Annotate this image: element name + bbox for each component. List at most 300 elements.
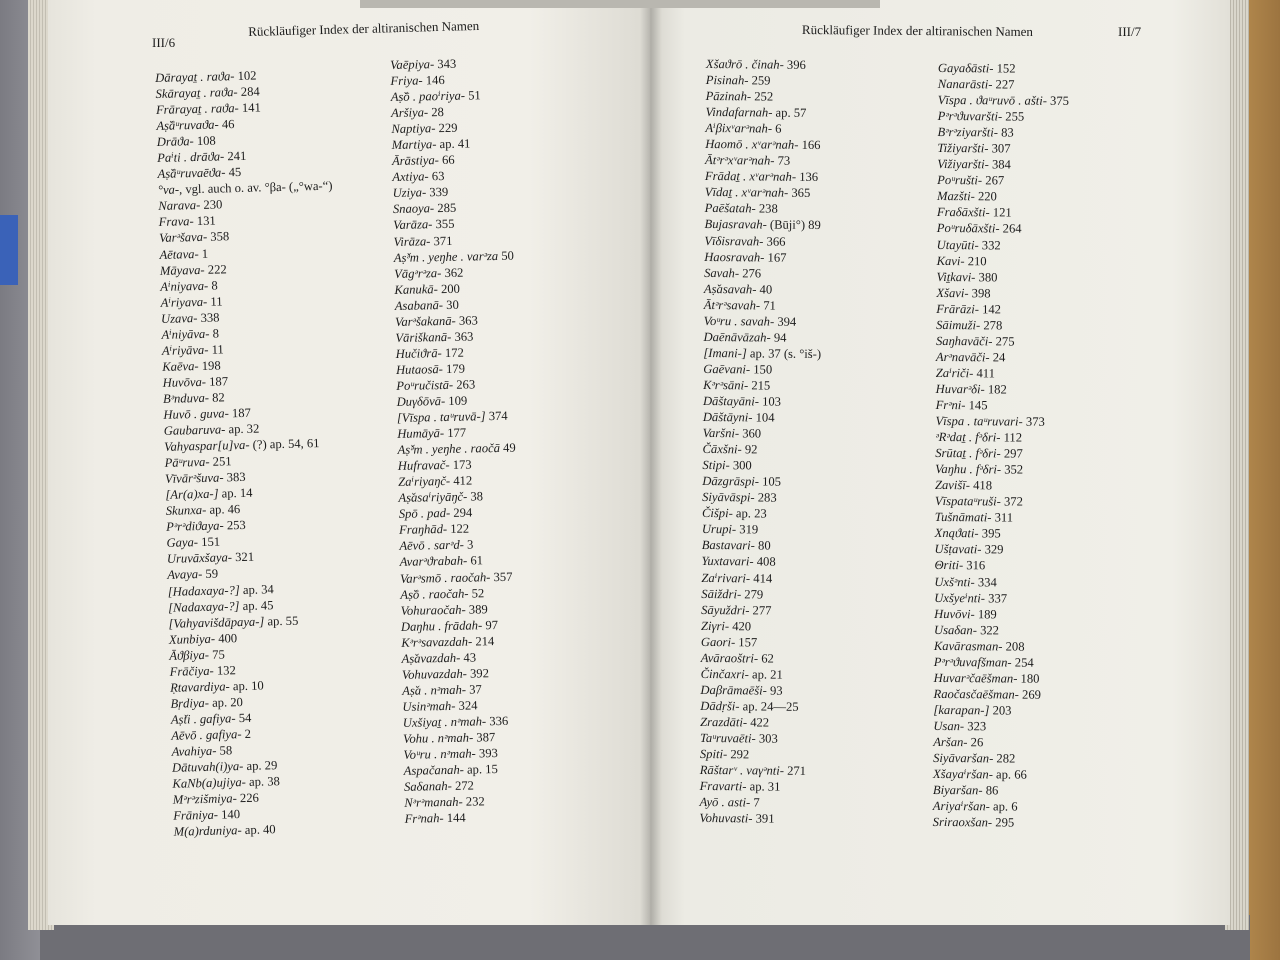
entry-reference: 363 bbox=[455, 313, 478, 328]
entry-reference: 66 bbox=[438, 153, 455, 168]
entry-reference: 61 bbox=[467, 553, 484, 569]
entry-reference: ap. 21 bbox=[748, 667, 783, 682]
entry-name: Ayō . asti- bbox=[699, 795, 751, 810]
entry-name: Ārāstiya- bbox=[391, 153, 440, 169]
entry-name: Xnąϑati- bbox=[934, 526, 979, 541]
index-entry bbox=[938, 76, 1069, 93]
entry-name: Ziγri- bbox=[700, 618, 730, 633]
left-page-column-2 bbox=[390, 55, 525, 827]
entry-name: Huvō . guva- bbox=[163, 406, 229, 422]
entry-reference: 173 bbox=[449, 457, 472, 473]
entry-name: Spō . pad- bbox=[398, 506, 451, 522]
index-entry bbox=[935, 525, 1066, 542]
index-entry bbox=[701, 586, 819, 603]
entry-reference: 102 bbox=[234, 68, 257, 84]
index-entry bbox=[933, 766, 1064, 783]
index-entry bbox=[937, 253, 1068, 270]
index-entry bbox=[937, 204, 1068, 221]
entry-reference: 263 bbox=[453, 377, 476, 392]
entry-reference: 226 bbox=[236, 790, 260, 806]
index-entry bbox=[703, 409, 821, 426]
index-entry bbox=[937, 124, 1068, 141]
entry-name: KaNb(a)ujiya- bbox=[172, 775, 247, 791]
entry-reference: ap. 46 bbox=[206, 502, 241, 518]
entry-reference: 276 bbox=[739, 265, 762, 281]
entry-name: Uruvāxšaya- bbox=[166, 550, 233, 567]
entry-reference: 278 bbox=[980, 318, 1003, 333]
entry-name: Vīspa . ϑaᵘruvō . ašti- bbox=[937, 93, 1047, 108]
index-entry bbox=[936, 269, 1067, 286]
index-entry bbox=[702, 505, 820, 522]
entry-reference: 285 bbox=[434, 201, 457, 216]
entry-reference: 80 bbox=[754, 538, 771, 553]
entry-name: Aršan- bbox=[933, 734, 968, 750]
entry-reference: 267 bbox=[982, 173, 1005, 188]
entry-reference: 383 bbox=[223, 470, 246, 485]
entry-name: [Vīspa . taᵘruvā-] bbox=[396, 409, 486, 425]
index-entry bbox=[937, 140, 1068, 157]
entry-reference: 422 bbox=[747, 715, 770, 730]
entry-reference: 321 bbox=[231, 550, 255, 565]
entry-name: Gaubaruva- bbox=[163, 422, 226, 438]
entry-name: Paⁱti . drāϑa- bbox=[156, 149, 225, 166]
entry-reference: 49 bbox=[499, 440, 516, 456]
entry-reference: 63 bbox=[428, 169, 445, 184]
entry-reference: 338 bbox=[197, 310, 220, 325]
entry-reference: 352 bbox=[1001, 462, 1024, 477]
entry-reference: 152 bbox=[993, 61, 1016, 76]
left-page bbox=[48, 0, 650, 925]
entry-name: Utayūti- bbox=[936, 237, 979, 252]
entry-reference: 198 bbox=[198, 358, 221, 373]
entry-reference: 131 bbox=[193, 213, 216, 229]
entry-reference: 414 bbox=[750, 570, 773, 586]
entry-reference: 167 bbox=[764, 250, 787, 265]
entry-name: Ušṭavati- bbox=[934, 542, 982, 557]
entry-name: Aⁱriyāva- bbox=[161, 342, 209, 358]
entry-name: Duγδōvā- bbox=[396, 393, 446, 409]
index-entry bbox=[699, 810, 817, 827]
entry-name: Friya- bbox=[390, 73, 423, 89]
entry-name: [Nadaxaya-?] bbox=[167, 598, 240, 615]
entry-reference: 230 bbox=[200, 197, 223, 213]
right-page-number: III/7 bbox=[1118, 24, 1142, 39]
entry-reference: 358 bbox=[207, 229, 230, 245]
entry-name: Kavi- bbox=[936, 253, 965, 268]
entry-reference: 339 bbox=[426, 185, 449, 200]
entry-name: Vaēpiya- bbox=[390, 57, 435, 72]
entry-reference: ap. 14 bbox=[218, 485, 253, 501]
entry-reference: 151 bbox=[197, 534, 221, 550]
right-page-column-1 bbox=[699, 56, 823, 827]
entry-name: Bᵊrᵊziyaršti- bbox=[937, 125, 999, 140]
entry-reference: 180 bbox=[1017, 671, 1040, 686]
entry-reference: 241 bbox=[224, 149, 247, 164]
left-page-number: III/6 bbox=[152, 35, 176, 50]
entry-reference: 400 bbox=[214, 630, 238, 646]
entry-reference: 391 bbox=[752, 811, 775, 826]
entry-reference: 394 bbox=[774, 314, 797, 329]
index-entry bbox=[701, 666, 819, 683]
entry-name: Aētava- bbox=[159, 246, 199, 262]
entry-reference: 58 bbox=[216, 743, 233, 758]
entry-name: Frᵊni- bbox=[935, 397, 966, 413]
entry-reference: 8 bbox=[208, 278, 218, 293]
entry-reference: 86 bbox=[982, 783, 999, 798]
entry-name: ᵊRᵊdaṯ . fᵊδri- bbox=[935, 430, 1001, 445]
entry-name: Poᵘručistā- bbox=[396, 377, 454, 393]
entry-reference: 2 bbox=[241, 726, 252, 742]
index-entry bbox=[394, 247, 514, 265]
entry-reference: 187 bbox=[228, 405, 252, 421]
entry-name: Aṣ̌āᵘruvaēϑa- bbox=[157, 165, 226, 182]
entry-name: Uziya- bbox=[392, 185, 427, 201]
index-entry bbox=[937, 172, 1068, 189]
entry-name: Usan- bbox=[933, 718, 965, 734]
entry-reference: ap. 29 bbox=[243, 758, 278, 774]
index-entry bbox=[936, 333, 1067, 350]
entry-reference: ap. 10 bbox=[229, 678, 264, 694]
entry-reference: 387 bbox=[473, 730, 496, 745]
entry-reference: 59 bbox=[202, 567, 219, 582]
entry-reference: 103 bbox=[758, 394, 782, 409]
entry-name: Aⁱniyāva- bbox=[161, 326, 210, 342]
entry-name: Aⁱniyava- bbox=[160, 278, 209, 294]
index-entry bbox=[934, 638, 1065, 655]
entry-reference: 384 bbox=[988, 157, 1011, 172]
entry-name: Fraŋhād- bbox=[398, 522, 448, 538]
entry-name: Fravarti- bbox=[699, 779, 747, 794]
entry-reference: 395 bbox=[978, 526, 1001, 541]
entry-reference: ap. 32 bbox=[225, 421, 260, 437]
entry-name: Avaya- bbox=[167, 567, 203, 583]
entry-reference: 372 bbox=[1000, 494, 1023, 509]
entry-name: Frārāzi- bbox=[936, 301, 979, 316]
entry-reference: ap. 55 bbox=[264, 613, 299, 629]
entry-name: Činčaxri- bbox=[700, 666, 749, 682]
index-entry bbox=[937, 220, 1068, 237]
entry-name: Huvōvi- bbox=[934, 606, 975, 621]
book-gutter bbox=[640, 0, 662, 925]
entry-name: Martiya- bbox=[391, 137, 437, 153]
entry-reference: 375 bbox=[1046, 93, 1070, 109]
entry-name: Aṣ̌ō . paoⁱriya- bbox=[390, 88, 466, 105]
entry-reference: 177 bbox=[443, 425, 467, 441]
entry-reference: 392 bbox=[466, 665, 490, 681]
entry-reference: 254 bbox=[1011, 655, 1034, 670]
entry-reference: 324 bbox=[455, 698, 478, 713]
entry-reference: 200 bbox=[437, 281, 461, 296]
entry-reference: 82 bbox=[208, 390, 225, 405]
entry-name: Sāimuži- bbox=[936, 317, 981, 333]
entry-reference: , vgl. auch o. av. °βa- („°wa-“) bbox=[178, 179, 333, 197]
entry-name: Aṣ̌asavah- bbox=[703, 281, 757, 297]
index-entry bbox=[702, 537, 820, 554]
entry-name: Hufravač- bbox=[397, 458, 450, 474]
entry-name: Haosravah- bbox=[704, 249, 765, 265]
entry-name: Varšni- bbox=[702, 426, 740, 441]
entry-name: Āϑβiya- bbox=[169, 647, 210, 663]
entry-reference: 51 bbox=[464, 88, 481, 103]
entry-name: Dārayaṯ . raϑa- bbox=[155, 69, 235, 85]
entry-name: Varᵊsmō . raočah- bbox=[399, 569, 491, 586]
index-entry bbox=[703, 329, 821, 346]
entry-reference: 275 bbox=[992, 334, 1015, 349]
index-entry bbox=[700, 682, 818, 699]
entry-name: Varᵊšava- bbox=[158, 230, 208, 246]
entry-reference: 83 bbox=[997, 125, 1014, 140]
entry-name: Tižiyaršti- bbox=[937, 141, 989, 156]
entry-name: Vāriškanā- bbox=[395, 329, 452, 345]
index-entry bbox=[397, 440, 517, 458]
entry-reference: 380 bbox=[975, 269, 998, 285]
entry-name: Arᵊnavāči- bbox=[935, 349, 990, 365]
index-entry bbox=[704, 265, 822, 282]
index-entry bbox=[935, 509, 1066, 526]
index-entry bbox=[934, 622, 1065, 639]
entry-reference: 336 bbox=[486, 713, 509, 729]
entry-reference: 43 bbox=[460, 650, 477, 665]
entry-reference: 105 bbox=[758, 474, 782, 489]
entry-reference: 269 bbox=[1018, 687, 1042, 702]
entry-name: Pᵊrᵊdiϑaya- bbox=[166, 518, 224, 535]
entry-reference: 252 bbox=[751, 89, 774, 104]
entry-reference: 40 bbox=[756, 282, 773, 297]
entry-name: Zavišī- bbox=[934, 478, 971, 493]
entry-name: Poᵘrušti- bbox=[937, 173, 983, 188]
entry-reference: 222 bbox=[204, 261, 227, 277]
index-entry bbox=[706, 56, 824, 73]
entry-reference: 411 bbox=[973, 366, 995, 381]
entry-reference: 373 bbox=[1022, 414, 1045, 429]
index-entry bbox=[933, 734, 1064, 751]
entry-reference: (?) ap. 54, 61 bbox=[249, 436, 320, 452]
entry-reference: 112 bbox=[1000, 430, 1023, 445]
entry-name: Stipi- bbox=[702, 458, 730, 473]
entry-reference: 132 bbox=[213, 662, 236, 678]
entry-reference: 220 bbox=[974, 189, 997, 204]
index-entry bbox=[703, 361, 821, 378]
entry-reference: 227 bbox=[992, 77, 1015, 92]
entry-reference: ap. 31 bbox=[746, 779, 781, 794]
entry-name: Pāzinah- bbox=[705, 89, 752, 104]
entry-name: Spiti- bbox=[699, 746, 728, 762]
entry-name: Avāraoštri- bbox=[700, 650, 759, 666]
index-entry bbox=[937, 156, 1068, 173]
entry-name: Aṣ̌a . nᵊmah- bbox=[402, 682, 467, 698]
index-entry bbox=[933, 750, 1064, 767]
entry-name: Voᵘru . savah- bbox=[703, 313, 775, 329]
index-entry bbox=[934, 670, 1065, 687]
index-entry bbox=[934, 557, 1065, 574]
index-entry bbox=[937, 237, 1068, 254]
index-entry bbox=[701, 634, 819, 651]
index-entry bbox=[937, 188, 1068, 205]
index-entry bbox=[702, 553, 820, 570]
entry-reference: 75 bbox=[208, 647, 225, 662]
entry-name: Skunxa- bbox=[165, 503, 207, 519]
entry-name: Zrazdāti- bbox=[700, 714, 748, 730]
index-entry bbox=[933, 814, 1064, 831]
entry-reference: (Būji°) 89 bbox=[766, 218, 821, 233]
index-entry bbox=[702, 473, 820, 490]
entry-name: [Hadaxaya-?] bbox=[167, 582, 240, 599]
entry-name: Axtiya- bbox=[392, 169, 429, 185]
entry-name: Hutaosā- bbox=[395, 361, 444, 377]
page-tab-strip bbox=[360, 0, 650, 8]
entry-reference: 203 bbox=[989, 703, 1012, 718]
entry-name: Frādaṯ . xᵛarᵊnah- bbox=[704, 169, 797, 185]
entry-reference: 179 bbox=[442, 361, 466, 376]
entry-name: Aspačanah- bbox=[403, 762, 465, 778]
entry-name: Gaēvani- bbox=[703, 361, 751, 377]
index-entry bbox=[936, 285, 1067, 302]
entry-name: Drāϑa- bbox=[156, 134, 194, 150]
entry-name: Taᵘruvaēti- bbox=[699, 730, 756, 746]
entry-reference: 214 bbox=[472, 633, 495, 649]
entry-name: Usaδan- bbox=[933, 622, 978, 637]
entry-reference: 172 bbox=[441, 345, 464, 360]
index-entry bbox=[704, 249, 822, 266]
index-entry bbox=[703, 393, 821, 410]
entry-name: Bṛdiya- bbox=[170, 695, 210, 711]
entry-name: Frārayaṯ . raϑa- bbox=[155, 101, 239, 118]
entry-name: Čāxšni- bbox=[702, 442, 742, 457]
index-entry bbox=[705, 120, 823, 137]
entry-name: Aršiya- bbox=[390, 105, 429, 121]
index-entry bbox=[938, 108, 1069, 125]
entry-reference: 38 bbox=[467, 489, 484, 504]
entry-name: Frāčiya- bbox=[169, 663, 214, 679]
entry-reference: 136 bbox=[796, 170, 819, 185]
entry-name: Frᵊnah- bbox=[404, 811, 444, 827]
entry-name: Avahiya- bbox=[171, 743, 217, 759]
index-entry bbox=[704, 297, 822, 314]
entry-reference: 166 bbox=[798, 138, 821, 153]
entry-reference: 393 bbox=[475, 746, 498, 761]
entry-reference: 54 bbox=[235, 710, 252, 726]
entry-reference: 146 bbox=[422, 73, 445, 88]
entry-reference: 6 bbox=[772, 121, 782, 136]
entry-reference: 108 bbox=[193, 133, 216, 149]
entry-reference: ap. 6 bbox=[989, 799, 1018, 814]
entry-name: Māyava- bbox=[159, 262, 205, 278]
entry-reference: ap. 66 bbox=[992, 767, 1027, 782]
index-entry bbox=[936, 317, 1067, 334]
entry-name: Aṣ̌avazdah- bbox=[401, 650, 461, 666]
index-entry bbox=[702, 457, 820, 474]
entry-name: Gayaδāsti- bbox=[937, 60, 994, 76]
index-entry bbox=[699, 794, 817, 811]
entry-name: Xšaϑrō . činah- bbox=[705, 56, 784, 72]
entry-name: Kᵊrᵊsāni- bbox=[703, 377, 749, 393]
entry-name: [Ar(a)xa-] bbox=[165, 486, 219, 503]
entry-name: Vohuvazdah- bbox=[401, 666, 468, 682]
entry-reference: 145 bbox=[965, 398, 988, 413]
index-entry bbox=[701, 650, 819, 667]
right-running-head: Rückläufiger Index der altiranischen Namen bbox=[801, 22, 1034, 40]
index-entry bbox=[700, 714, 818, 731]
entry-reference: 97 bbox=[482, 617, 499, 632]
entry-name: Vohuraočah- bbox=[400, 602, 466, 618]
entry-name: Uxšiyaṯ . nᵊmah- bbox=[402, 714, 487, 730]
entry-reference: 150 bbox=[750, 362, 773, 377]
entry-reference: 62 bbox=[758, 651, 774, 666]
entry-name: Zaⁱrivari- bbox=[701, 570, 751, 585]
entry-reference: 271 bbox=[783, 763, 807, 778]
entry-reference: 311 bbox=[991, 510, 1014, 525]
index-entry bbox=[933, 718, 1064, 735]
index-entry bbox=[404, 809, 524, 827]
entry-name: Voᵘru . nᵊmah- bbox=[403, 746, 476, 762]
entry-reference: 408 bbox=[753, 554, 776, 570]
entry-reference: 319 bbox=[736, 522, 759, 537]
entry-name: Narava- bbox=[158, 198, 201, 214]
index-entry bbox=[700, 730, 818, 747]
entry-reference: 3 bbox=[463, 537, 474, 553]
entry-reference: 50 bbox=[498, 248, 515, 263]
entry-name: Aṣ̌ᵊm . yeŋhe . raočā bbox=[397, 441, 501, 458]
entry-name: Asabanā- bbox=[394, 297, 444, 313]
entry-reference: 71 bbox=[760, 298, 776, 313]
entry-name: Nᵊrᵊmanah- bbox=[404, 794, 463, 811]
entry-name: Vohu . nᵊmah- bbox=[402, 730, 474, 746]
entry-name: Vahyaspar[u]va- bbox=[164, 437, 250, 454]
entry-reference: 104 bbox=[752, 410, 775, 425]
entry-reference: 418 bbox=[969, 478, 993, 493]
entry-reference: 140 bbox=[217, 807, 241, 822]
index-entry bbox=[936, 365, 1067, 382]
index-entry bbox=[702, 441, 820, 458]
entry-reference: 141 bbox=[238, 100, 261, 116]
entry-name: Uxšyeⁱnti- bbox=[934, 590, 986, 605]
entry-name: Gaori- bbox=[700, 634, 736, 649]
index-entry bbox=[705, 104, 823, 121]
entry-reference: 398 bbox=[968, 285, 991, 301]
entry-name: Vohuvasti- bbox=[699, 811, 753, 826]
entry-name: M(a)rduniya- bbox=[173, 823, 242, 839]
entry-reference: 1 bbox=[198, 246, 209, 261]
entry-name: Aṣ̌ti . gafiya- bbox=[170, 711, 236, 727]
entry-name: Nanarāsti- bbox=[937, 77, 993, 92]
entry-reference: 208 bbox=[1002, 639, 1025, 654]
entry-name: Ariyaⁱršan- bbox=[932, 799, 990, 814]
entry-name: Hučiϑrā- bbox=[395, 345, 442, 361]
entry-name: Vīvārᵊšuva- bbox=[164, 470, 224, 487]
entry-name: Xšayaⁱršan- bbox=[932, 767, 993, 782]
index-entry bbox=[703, 425, 821, 442]
entry-name: Mazšti- bbox=[936, 189, 975, 204]
index-entry bbox=[935, 429, 1066, 446]
entry-name: Bastavari- bbox=[701, 538, 755, 553]
entry-name: Humāyā- bbox=[397, 426, 445, 442]
entry-name: Saδanah- bbox=[403, 779, 452, 794]
index-entry bbox=[935, 413, 1066, 430]
entry-name: Čišpi- bbox=[701, 506, 733, 521]
entry-reference: 277 bbox=[749, 602, 772, 618]
entry-reference: 11 bbox=[207, 294, 223, 309]
index-entry bbox=[705, 184, 823, 201]
entry-reference: 279 bbox=[741, 586, 764, 602]
entry-reference: 343 bbox=[434, 56, 457, 72]
left-running-head: Rückläufiger Index der altiranischen Namen bbox=[248, 17, 480, 39]
entry-reference: 7 bbox=[750, 795, 760, 810]
entry-reference: 365 bbox=[788, 186, 811, 201]
entry-name: Ṛtavardiya- bbox=[169, 679, 230, 695]
entry-name: Raočasčaēšman- bbox=[933, 686, 1019, 702]
index-entry bbox=[704, 313, 822, 330]
entry-reference: 187 bbox=[205, 374, 229, 389]
